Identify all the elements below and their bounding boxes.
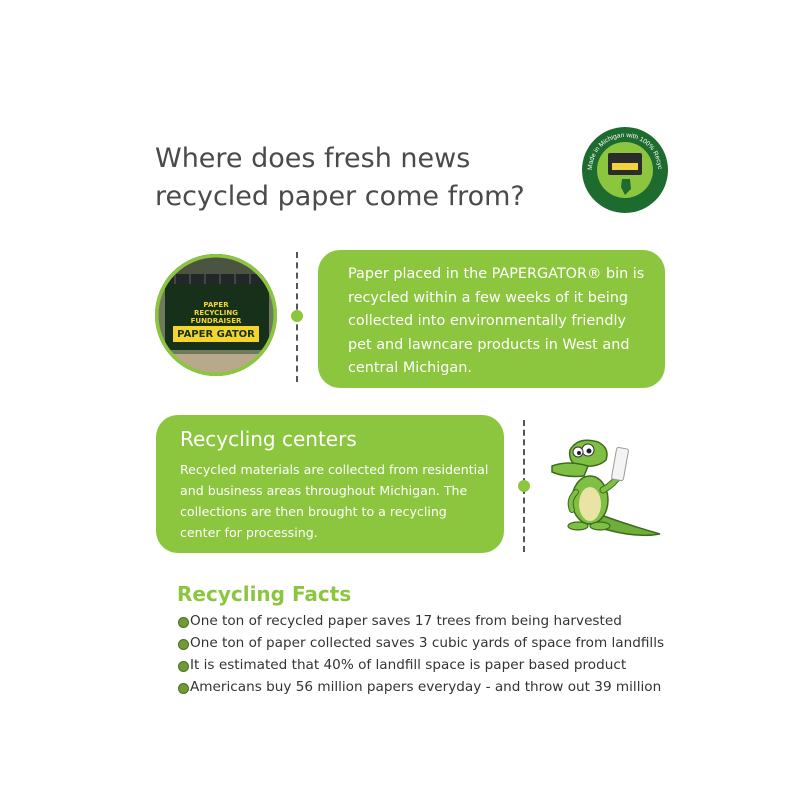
recycling-centers-heading: Recycling centers — [180, 427, 357, 451]
bin-info-line: recycled within a few weeks of it being — [348, 289, 629, 306]
fact-text: It is estimated that 40% of landfill space is paper based product — [190, 657, 627, 673]
list-item — [178, 610, 664, 632]
bin-brand: PAPER GATOR — [177, 329, 255, 340]
bin-label-line-2: RECYCLING — [194, 309, 238, 317]
recycling-centers-line: collections are then brought to a recycling — [180, 504, 447, 519]
recycling-centers-line: Recycled materials are collected from residential — [180, 462, 489, 477]
timeline-node-1 — [291, 310, 303, 322]
made-in-michigan-badge — [578, 123, 672, 217]
recycling-facts-list — [178, 610, 664, 698]
fact-text: One ton of recycled paper saves 17 trees from being harvested — [190, 613, 622, 629]
bin-info-text — [348, 263, 653, 381]
page-title — [155, 140, 575, 216]
timeline-node-2 — [518, 480, 530, 492]
page-title-line-1: Where does fresh news — [155, 143, 471, 174]
bin-photo — [155, 254, 277, 376]
bin-label-line-1: PAPER — [203, 301, 229, 309]
bin-label — [155, 301, 277, 325]
bullet-icon — [178, 639, 189, 650]
svg-text:Made in Michigan with 100% Rec: Made in Michigan with 100% Recyc — [586, 131, 664, 171]
list-item — [178, 676, 664, 698]
list-item — [178, 632, 664, 654]
recycling-centers-text — [180, 459, 500, 543]
list-item — [178, 654, 664, 676]
gator-mascot — [548, 430, 666, 545]
badge-logo-icon — [578, 123, 672, 217]
bin-info-line: collected into environmentally friendly — [348, 313, 626, 329]
fact-text: One ton of paper collected saves 3 cubic yards of space from landfills — [190, 635, 665, 651]
alligator-mascot-icon — [548, 430, 666, 545]
bullet-icon — [178, 683, 189, 694]
recycling-centers-line: and business areas throughout Michigan. The — [180, 483, 468, 498]
recycling-centers-panel — [156, 415, 504, 553]
bullet-icon — [178, 617, 189, 628]
bin-info-line: central Michigan. — [348, 360, 472, 376]
recycling-facts-heading: Recycling Facts — [177, 582, 352, 606]
page-title-line-2: recycled paper come from? — [155, 181, 525, 212]
recycling-centers-line: center for processing. — [180, 525, 318, 540]
bin-info-line: Paper placed in the PAPERGATOR® bin is — [348, 266, 645, 282]
bin-info-line: pet and lawncare products in West and — [348, 336, 630, 353]
bin-label-line-3: FUNDRAISER — [190, 317, 242, 325]
fact-text: Americans buy 56 million papers everyday - and throw out 39 million — [190, 679, 662, 695]
bullet-icon — [178, 661, 189, 672]
bin-info-panel — [318, 250, 665, 388]
